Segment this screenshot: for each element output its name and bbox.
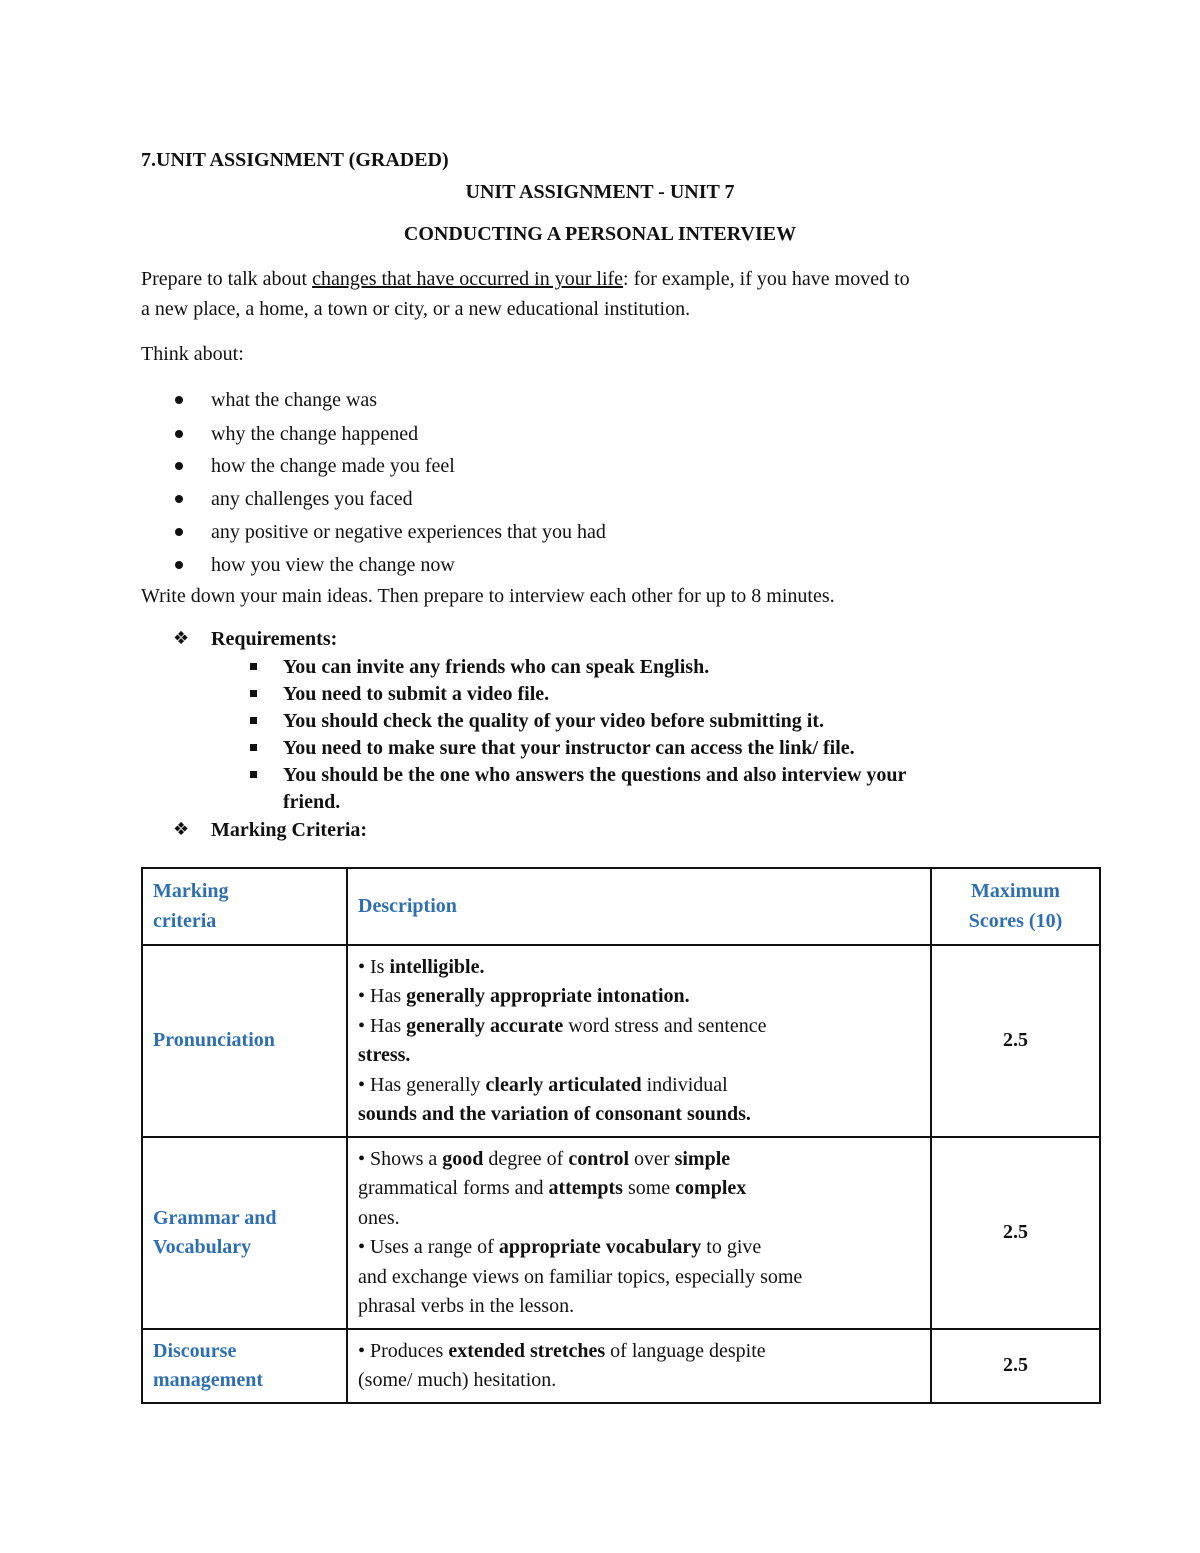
score-cell: 2.5 (931, 1329, 1100, 1403)
square-bullet-icon (250, 771, 257, 778)
list-item: how the change made you feel (211, 455, 455, 477)
description-cell (347, 1329, 931, 1403)
marking-criteria-label: Marking Criteria: (211, 819, 368, 841)
description-cell (347, 1137, 931, 1329)
list-item: any positive or negative experiences that you had (211, 521, 606, 543)
score-cell: 2.5 (931, 945, 1100, 1137)
list-item: why the change happened (211, 423, 419, 445)
bullet-icon (175, 528, 183, 536)
criteria-name-line: Discourse (153, 1339, 237, 1362)
criteria-name-line: Vocabulary (153, 1236, 252, 1258)
square-bullet-icon (250, 663, 257, 670)
description-line: sounds and the variation of consonant sounds. (358, 1103, 751, 1125)
score-cell: 2.5 (931, 1137, 1100, 1329)
closing-text: Write down your main ideas. Then prepare to interview each other for up to 8 minutes. (141, 585, 835, 607)
requirement-item: You should be the one who answers the questions and also interview your (283, 764, 907, 786)
table-row (142, 945, 1100, 1137)
description-cell (347, 945, 931, 1137)
criteria-name-cell: Pronunciation (142, 945, 347, 1137)
table-row (142, 1329, 1100, 1403)
description-line: stress. (358, 1044, 411, 1066)
diamond-bullet-icon: ❖ (173, 819, 190, 840)
intro-text-cont: : for example, if you have moved to (623, 268, 910, 290)
description-line: and exchange views on familiar topics, especially some (358, 1265, 803, 1288)
square-bullet-icon (250, 690, 257, 697)
section-heading: 7.UNIT ASSIGNMENT (GRADED) (141, 149, 449, 171)
header-criteria-cell (142, 868, 347, 945)
header-criteria-line: criteria (153, 909, 217, 932)
criteria-name-cell (142, 1329, 347, 1403)
description-line: phrasal verbs in the lesson. (358, 1295, 575, 1317)
header-max-line: Maximum (971, 880, 1060, 902)
criteria-name-line: Grammar and (153, 1206, 277, 1229)
header-criteria-line: Marking (153, 880, 229, 902)
bullet-icon (175, 495, 183, 503)
intro-line-2: a new place, a home, a town or city, or a new educational institution. (141, 298, 691, 320)
description-line: grammatical forms and attempts some complex (358, 1177, 747, 1199)
requirement-item: You need to submit a video file. (283, 683, 550, 705)
bullet-icon (175, 430, 183, 438)
bullet-icon (175, 396, 183, 404)
square-bullet-icon (250, 744, 257, 751)
header-max-score-cell (931, 868, 1100, 945)
criteria-name-line: management (153, 1369, 263, 1391)
description-line: • Has generally appropriate intonation. (358, 985, 690, 1007)
requirements-label: Requirements: (211, 628, 338, 650)
page-title: CONDUCTING A PERSONAL INTERVIEW (403, 223, 797, 245)
list-item: how you view the change now (211, 554, 455, 576)
unit-title: UNIT ASSIGNMENT - UNIT 7 (465, 181, 735, 203)
description-line: (some/ much) hesitation. (358, 1369, 557, 1391)
list-item: any challenges you faced (211, 488, 413, 510)
description-line: • Is intelligible. (358, 955, 485, 978)
description-line: • Uses a range of appropriate vocabulary to give (358, 1236, 762, 1258)
diamond-bullet-icon: ❖ (173, 628, 190, 649)
requirement-item: You need to make sure that your instructor can access the link/ file. (283, 737, 855, 759)
description-line: • Produces extended stretches of language despite (358, 1339, 766, 1362)
description-line: ones. (358, 1206, 400, 1229)
intro-underlined-text: changes that have occurred in your life (312, 268, 624, 290)
think-about-label: Think about: (141, 343, 244, 365)
intro-line-1 (141, 267, 910, 291)
criteria-name-cell (142, 1137, 347, 1329)
table-header-row (142, 868, 1100, 945)
list-item: what the change was (211, 389, 378, 411)
bullet-icon (175, 462, 183, 470)
requirement-item: You can invite any friends who can speak English. (283, 656, 710, 678)
requirement-item: You should check the quality of your video before submitting it. (283, 710, 824, 732)
square-bullet-icon (250, 717, 257, 724)
header-max-line: Scores (10) (968, 909, 1063, 932)
table-row (142, 1137, 1100, 1329)
intro-text: Prepare to talk about (141, 268, 313, 290)
requirement-item-cont: friend. (283, 791, 341, 813)
header-description-cell: Description (347, 868, 931, 945)
description-line: • Has generally clearly articulated individual (358, 1073, 728, 1096)
bullet-icon (175, 561, 183, 569)
description-line: • Shows a good degree of control over simple (358, 1147, 731, 1170)
description-line: • Has generally accurate word stress and sentence (358, 1014, 767, 1037)
marking-criteria-table (141, 867, 1101, 1404)
